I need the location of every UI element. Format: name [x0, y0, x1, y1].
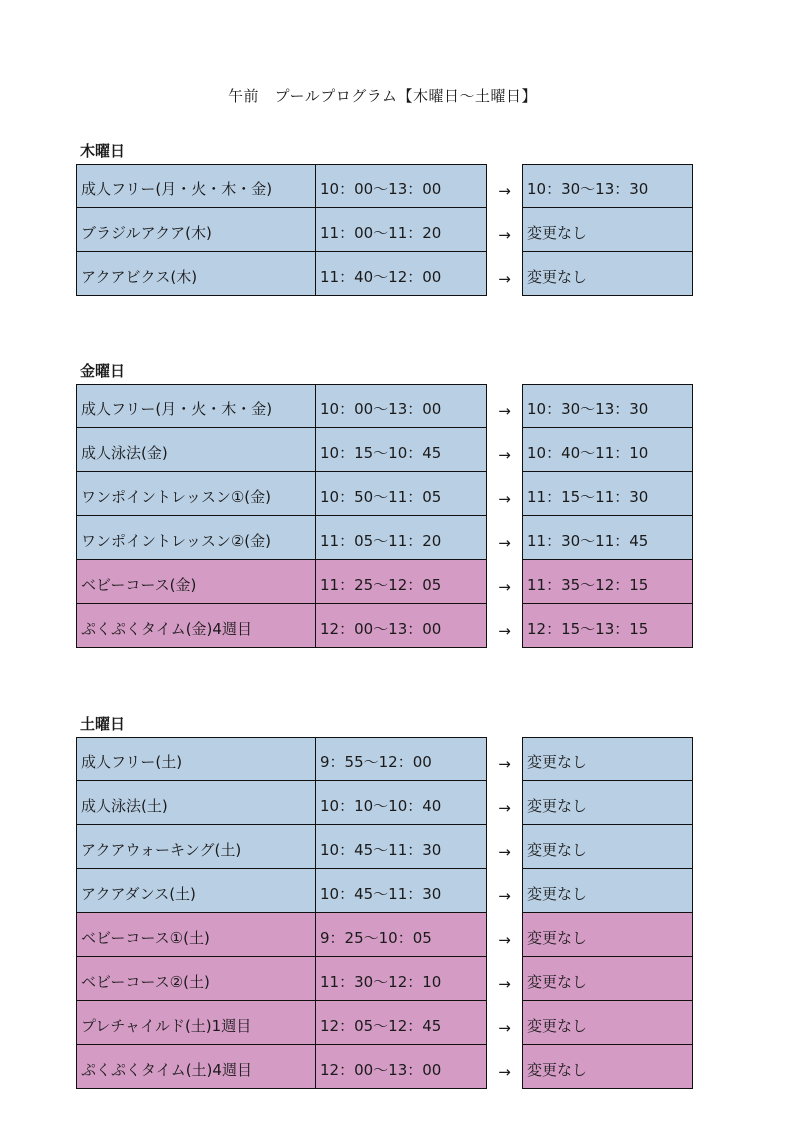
new-time: 変更なし — [522, 252, 693, 296]
table-row — [0, 472, 800, 516]
program-name: アクアウォーキング(土) — [76, 825, 316, 869]
arrow-icon: → — [498, 1019, 511, 1037]
current-time: 11：00～11：20 — [315, 208, 487, 252]
program-name: アクアビクス(木) — [76, 252, 316, 296]
program-name: ワンポイントレッスン②(金) — [76, 516, 316, 560]
program-name: ブラジルアクア(木) — [76, 208, 316, 252]
current-time: 10：45～11：30 — [315, 869, 487, 913]
table-row — [0, 737, 800, 781]
program-name: 成人フリー(月・火・木・金) — [76, 384, 316, 428]
current-time: 11：40～12：00 — [315, 252, 487, 296]
current-time: 10：10～10：40 — [315, 781, 487, 825]
new-time: 10：30～13：30 — [522, 384, 693, 428]
table-row — [0, 560, 800, 604]
arrow-icon: → — [498, 622, 511, 640]
current-time: 11：05～11：20 — [315, 516, 487, 560]
new-time: 変更なし — [522, 825, 693, 869]
page-title: 午前 プールプログラム【木曜日～土曜日】 — [227, 87, 538, 105]
current-time: 10：45～11：30 — [315, 825, 487, 869]
current-time: 10：00～13：00 — [315, 384, 487, 428]
table-row — [0, 428, 800, 472]
new-time: 変更なし — [522, 1001, 693, 1045]
arrow-icon: → — [498, 799, 511, 817]
current-time: 10：50～11：05 — [315, 472, 487, 516]
program-name: ベビーコース(金) — [76, 560, 316, 604]
current-time: 11：30～12：10 — [315, 957, 487, 1001]
new-time: 変更なし — [522, 1045, 693, 1089]
section-heading: 土曜日 — [80, 715, 126, 733]
current-time: 10：00～13：00 — [315, 164, 487, 208]
new-time: 変更なし — [522, 913, 693, 957]
arrow-icon: → — [498, 270, 511, 288]
table-row — [0, 1001, 800, 1045]
program-name: 成人泳法(金) — [76, 428, 316, 472]
arrow-icon: → — [498, 975, 511, 993]
current-time: 11：25～12：05 — [315, 560, 487, 604]
arrow-icon: → — [498, 534, 511, 552]
program-name: ワンポイントレッスン①(金) — [76, 472, 316, 516]
arrow-icon: → — [498, 755, 511, 773]
arrow-icon: → — [498, 578, 511, 596]
new-time: 変更なし — [522, 781, 693, 825]
program-name: 成人フリー(月・火・木・金) — [76, 164, 316, 208]
table-row — [0, 869, 800, 913]
new-time: 10：30～13：30 — [522, 164, 693, 208]
arrow-icon: → — [498, 1063, 511, 1081]
program-name: ぷくぷくタイム(金)4週目 — [76, 604, 316, 648]
table-row — [0, 604, 800, 648]
arrow-icon: → — [498, 226, 511, 244]
arrow-icon: → — [498, 402, 511, 420]
current-time: 9：25～10：05 — [315, 913, 487, 957]
program-name: ベビーコース①(土) — [76, 913, 316, 957]
new-time: 変更なし — [522, 208, 693, 252]
table-row — [0, 516, 800, 560]
current-time: 12：05～12：45 — [315, 1001, 487, 1045]
program-name: ベビーコース②(土) — [76, 957, 316, 1001]
program-name: アクアダンス(土) — [76, 869, 316, 913]
new-time: 変更なし — [522, 869, 693, 913]
current-time: 9：55～12：00 — [315, 737, 487, 781]
arrow-icon: → — [498, 887, 511, 905]
table-row — [0, 208, 800, 252]
current-time: 12：00～13：00 — [315, 1045, 487, 1089]
table-row — [0, 1045, 800, 1089]
table-row — [0, 825, 800, 869]
table-row — [0, 913, 800, 957]
new-time: 11：30～11：45 — [522, 516, 693, 560]
section-heading: 木曜日 — [80, 142, 126, 160]
new-time: 11：15～11：30 — [522, 472, 693, 516]
arrow-icon: → — [498, 931, 511, 949]
program-name: プレチャイルド(土)1週目 — [76, 1001, 316, 1045]
new-time: 10：40～11：10 — [522, 428, 693, 472]
program-name: ぷくぷくタイム(土)4週目 — [76, 1045, 316, 1089]
arrow-icon: → — [498, 182, 511, 200]
table-row — [0, 957, 800, 1001]
current-time: 12：00～13：00 — [315, 604, 487, 648]
new-time: 12：15～13：15 — [522, 604, 693, 648]
table-row — [0, 384, 800, 428]
new-time: 11：35～12：15 — [522, 560, 693, 604]
arrow-icon: → — [498, 843, 511, 861]
section-heading: 金曜日 — [80, 362, 126, 380]
arrow-icon: → — [498, 490, 511, 508]
new-time: 変更なし — [522, 737, 693, 781]
table-row — [0, 164, 800, 208]
program-name: 成人フリー(土) — [76, 737, 316, 781]
program-name: 成人泳法(土) — [76, 781, 316, 825]
current-time: 10：15～10：45 — [315, 428, 487, 472]
table-row — [0, 252, 800, 296]
table-row — [0, 781, 800, 825]
new-time: 変更なし — [522, 957, 693, 1001]
arrow-icon: → — [498, 446, 511, 464]
